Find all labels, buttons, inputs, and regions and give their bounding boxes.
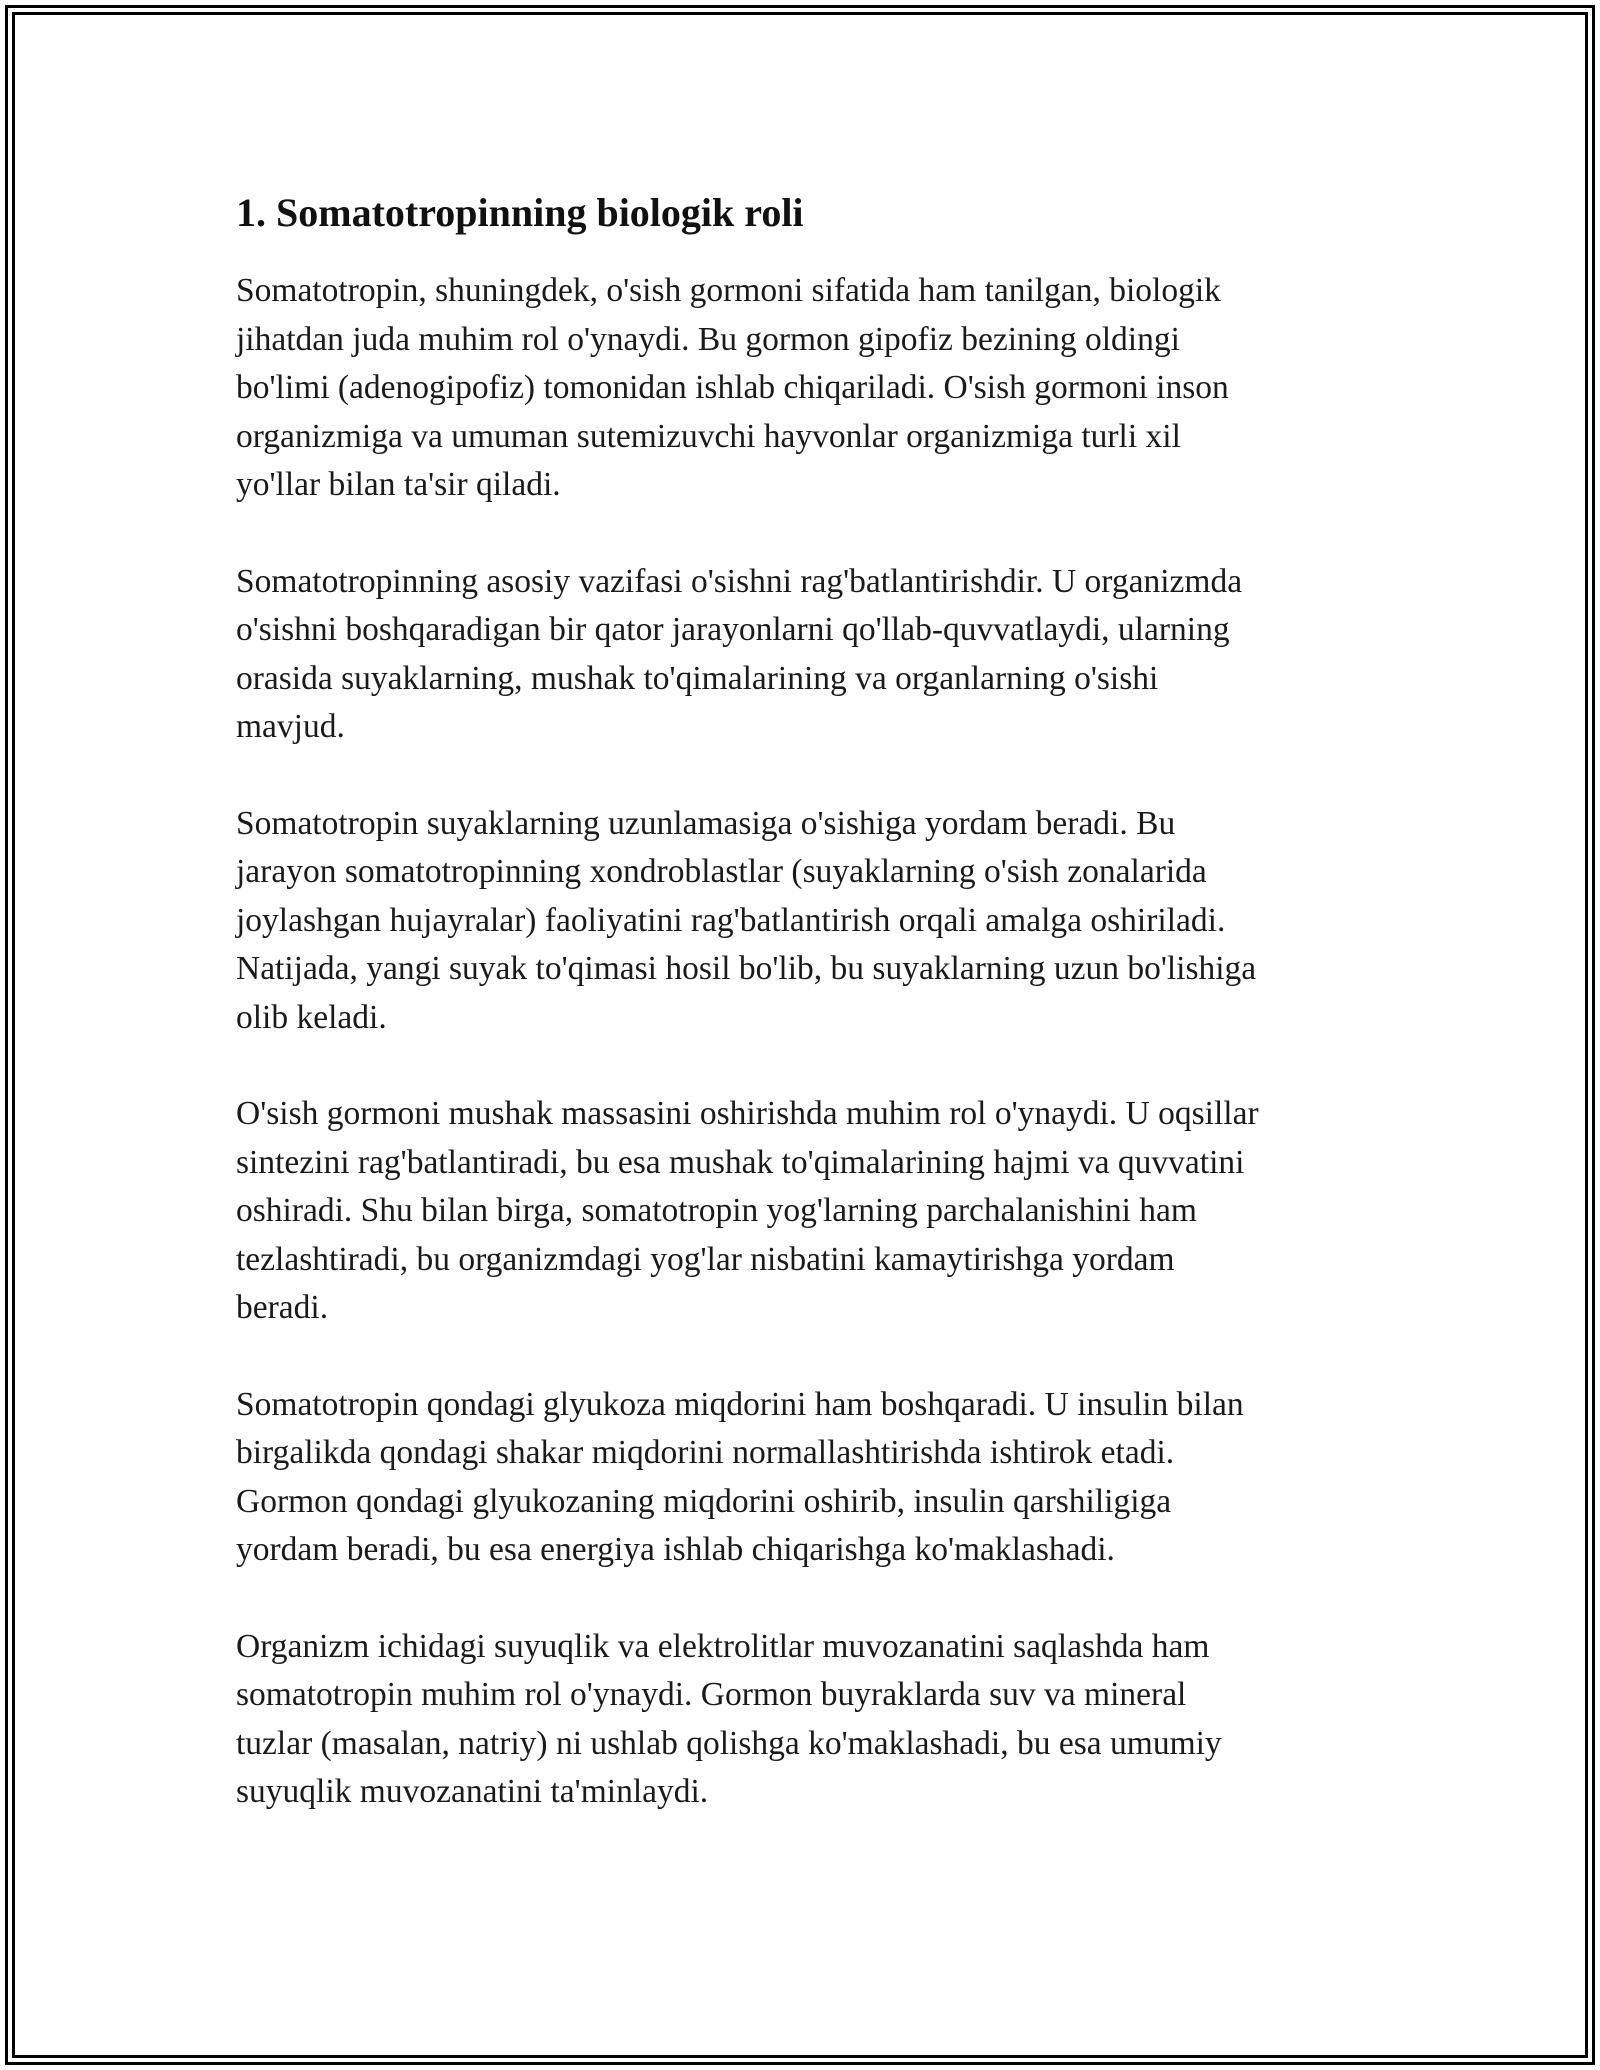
paragraph-line: olib keladi. <box>236 998 387 1036</box>
paragraph-line: Natijada, yangi suyak to'qimasi hosil bo'lib, bu suyaklarning uzun bo'lishiga <box>236 950 1257 987</box>
paragraph-line: beradi. <box>236 1289 329 1326</box>
paragraph-line: tuzlar (masalan, natriy) ni ushlab qolishga ko'maklashadi, bu esa umumiy <box>236 1724 1222 1762</box>
paragraph-3 <box>236 800 1376 1043</box>
paragraph-line: jarayon somatotropinning xondroblastlar (suyaklarning o'sish zonalarida <box>236 853 1207 890</box>
document-body <box>236 185 1376 1865</box>
paragraph-line: suyuqlik muvozanatini ta'minlaydi. <box>236 1773 709 1810</box>
paragraph-line: tezlashtiradi, bu organizmdagi yog'lar nisbatini kamaytirishga yordam <box>236 1240 1175 1278</box>
paragraph-2 <box>236 558 1376 752</box>
paragraph-line: organizmiga va umuman sutemizuvchi hayvonlar organizmiga turli xil <box>236 417 1181 455</box>
paragraph-line: mavjud. <box>236 708 345 745</box>
paragraph-line: Gormon qondagi glyukozaning miqdorini oshirib, insulin qarshiligiga <box>236 1482 1172 1520</box>
paragraph-line: Somatotropinning asosiy vazifasi o'sishni rag'batlantirishdir. U organizmda <box>236 562 1243 600</box>
paragraph-line: Organizm ichidagi suyuqlik va elektrolitlar muvozanatini saqlashda ham <box>236 1627 1210 1665</box>
paragraph-line: o'sishni boshqaradigan bir qator jarayonlarni qo'llab-quvvatlaydi, ularning <box>236 611 1230 648</box>
paragraph-line: Somatotropin suyaklarning uzunlamasiga o'sishiga yordam beradi. Bu <box>236 804 1176 842</box>
paragraph-line: yordam beradi, bu esa energiya ishlab chiqarishga ko'maklashadi. <box>236 1531 1115 1568</box>
paragraph-line: somatotropin muhim rol o'ynaydi. Gormon buyraklarda suv va mineral <box>236 1676 1187 1713</box>
paragraph-4 <box>236 1090 1376 1333</box>
paragraph-line: birgalikda qondagi shakar miqdorini normallashtirishda ishtirok etadi. <box>236 1434 1175 1471</box>
paragraph-line: yo'llar bilan ta'sir qiladi. <box>236 466 561 503</box>
paragraph-line: sintezini rag'batlantiradi, bu esa mushak to'qimalarining hajmi va quvvatini <box>236 1143 1245 1181</box>
paragraph-5 <box>236 1381 1376 1575</box>
paragraph-line: joylashgan hujayralar) faoliyatini rag'batlantirish orqali amalga oshiriladi. <box>236 901 1226 939</box>
paragraph-line: Somatotropin qondagi glyukoza miqdorini ham boshqaradi. U insulin bilan <box>236 1385 1244 1423</box>
section-heading: 1. Somatotropinning biologik roli <box>236 190 804 235</box>
paragraph-line: Somatotropin, shuningdek, o'sish gormoni sifatida ham tanilgan, biologik <box>236 272 1221 309</box>
paragraph-line: oshiradi. Shu bilan birga, somatotropin yog'larning parchalanishini ham <box>236 1192 1197 1229</box>
paragraph-1 <box>236 267 1376 510</box>
paragraph-line: jihatdan juda muhim rol o'ynaydi. Bu gormon gipofiz bezining oldingi <box>236 320 1180 358</box>
paragraph-line: orasida suyaklarning, mushak to'qimalarining va organlarning o'sishi <box>236 659 1159 697</box>
paragraph-6 <box>236 1623 1376 1817</box>
paragraph-line: O'sish gormoni mushak massasini oshirishda muhim rol o'ynaydi. U oqsillar <box>236 1095 1259 1132</box>
paragraph-line: bo'limi (adenogipofiz) tomonidan ishlab chiqariladi. O'sish gormoni inson <box>236 369 1229 406</box>
